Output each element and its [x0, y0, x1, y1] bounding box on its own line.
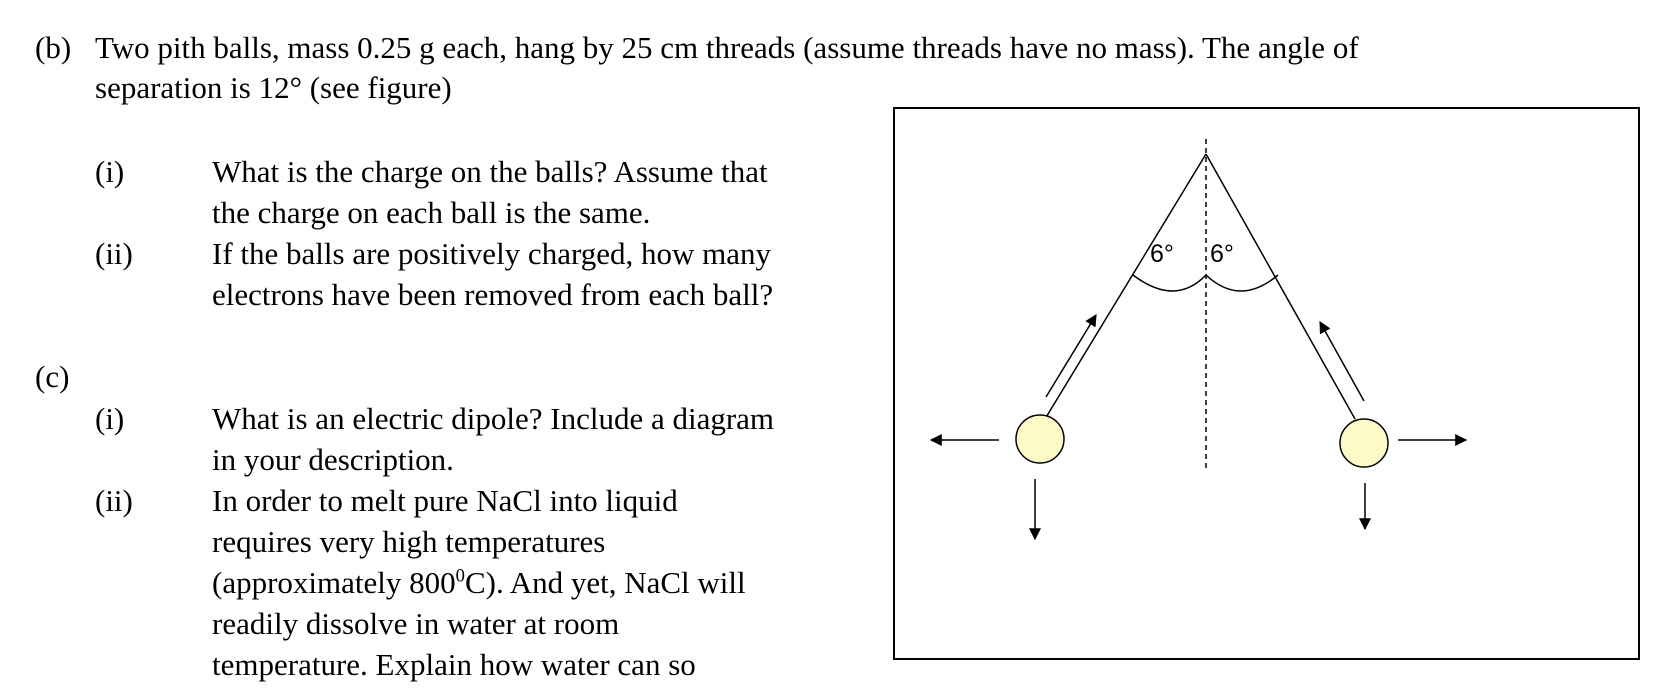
question-b-ii-text-line1: If the balls are positively charged, how many [212, 236, 771, 271]
line3-pre: (approximately 800 [212, 565, 456, 600]
question-c-ii-marker: (ii) [95, 483, 133, 518]
question-c-ii-text-line5: temperature. Explain how water can so [212, 647, 696, 682]
line3-post: C). And yet, NaCl will [464, 565, 746, 600]
right-thread [1206, 154, 1355, 419]
left-angle-arc [1133, 275, 1206, 291]
right-tension-arrow [1320, 322, 1364, 401]
question-b-ii-marker: (ii) [95, 236, 133, 271]
left-thread [1045, 154, 1206, 419]
right-angle-arc [1206, 275, 1278, 291]
left-angle-label: 6° [1150, 240, 1174, 268]
question-b-ii-text-line2: electrons have been removed from each ball? [212, 277, 774, 312]
question-c-ii-text-line3 [212, 563, 746, 603]
degree-superscript: 0 [455, 565, 465, 587]
question-c-marker: (c) [35, 359, 70, 394]
question-b-text-line2: separation is 12° (see figure) [95, 70, 452, 105]
left-tension-arrow [1046, 315, 1096, 397]
question-c-ii-text-line4: readily dissolve in water at room [212, 606, 620, 641]
question-c-i-marker: (i) [95, 401, 125, 436]
question-b-i-marker: (i) [95, 154, 125, 189]
pith-ball-figure [893, 107, 1640, 660]
question-c-i-text-line1: What is an electric dipole? Include a diagram [212, 401, 775, 436]
question-c-ii-text-line2: requires very high temperatures [212, 524, 606, 559]
question-b-i-text-line1: What is the charge on the balls? Assume that [212, 154, 768, 189]
question-b-text-line1: Two pith balls, mass 0.25 g each, hang by 25 cm threads (assume threads have no mass). The angle of [95, 30, 1359, 65]
question-b-i-text-line2: the charge on each ball is the same. [212, 195, 651, 230]
right-pith-ball [1340, 419, 1388, 467]
right-angle-label: 6° [1210, 240, 1234, 268]
question-c-ii-text-line1: In order to melt pure NaCl into liquid [212, 483, 678, 518]
question-b-marker: (b) [35, 30, 72, 65]
left-pith-ball [1016, 415, 1064, 463]
pith-ball-diagram [895, 109, 1642, 662]
question-c-i-text-line2: in your description. [212, 442, 454, 477]
